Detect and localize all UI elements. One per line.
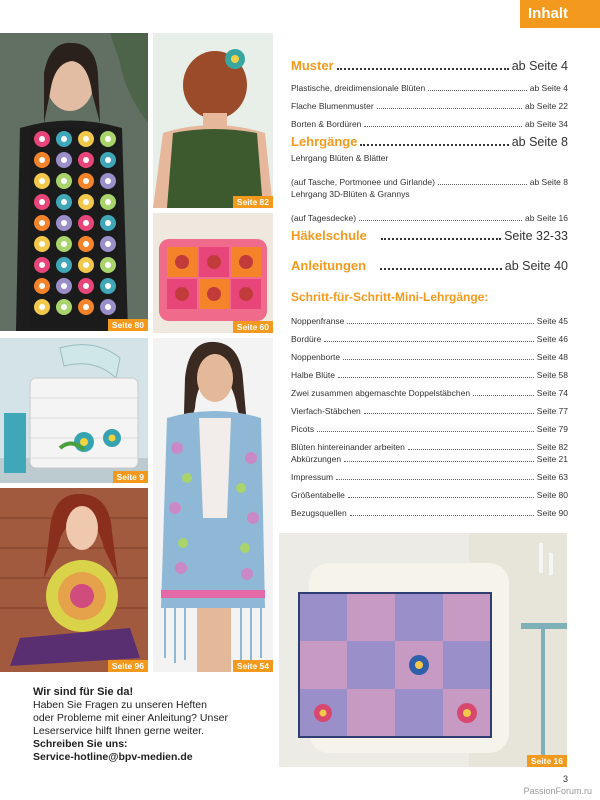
- toc-mini-section: [291, 290, 568, 452]
- photo-round-top: [0, 488, 148, 672]
- toc-entry[interactable]: Noppenborte Seite 48: [291, 352, 568, 362]
- toc-entry[interactable]: Zwei zusammen abgemaschte Doppelstäbchen Seite 74: [291, 388, 568, 398]
- toc-misc-section: [291, 446, 568, 518]
- photo-bag-illustration: [0, 338, 148, 483]
- reader-service-box: [33, 686, 263, 764]
- dress-motif-center: [83, 220, 89, 226]
- toc-entry[interactable]: Vierfach-Stäbchen Seite 77: [291, 406, 568, 416]
- dress-motif-center: [83, 199, 89, 205]
- photo-bag: [0, 338, 148, 483]
- dress-motif-center: [39, 157, 45, 163]
- reader-service-text: Haben Sie Fragen zu unseren Heften: [33, 699, 207, 711]
- watermark: PassionForum.ru: [523, 786, 592, 796]
- dress-motif-center: [39, 304, 45, 310]
- toc-entry[interactable]: Größentabelle Seite 80: [291, 490, 568, 500]
- photo-blanket: [279, 533, 567, 767]
- dress-motif-center: [105, 262, 111, 268]
- dress-motif-center: [105, 178, 111, 184]
- dress-motif-center: [83, 136, 89, 142]
- dress-motif-center: [39, 241, 45, 247]
- dress-motif-center: [61, 157, 67, 163]
- toc-mini-heading: Schritt-für-Schritt-Mini-Lehrgänge:: [291, 290, 489, 304]
- dress-motif-center: [83, 178, 89, 184]
- caption-page-60: Seite 60: [233, 321, 273, 333]
- photo-granny-dress-illustration: [0, 33, 148, 331]
- dress-motif-center: [39, 262, 45, 268]
- toc-entry[interactable]: Blüten hintereinander arbeiten Seite 82: [291, 442, 568, 452]
- toc-entry[interactable]: Flache Blumenmuster ab Seite 22: [291, 101, 568, 111]
- photo-blanket-illustration: [279, 533, 567, 767]
- photo-hair-flower: [153, 33, 273, 208]
- dress-motif-center: [83, 262, 89, 268]
- dress-motif-center: [39, 136, 45, 142]
- caption-page-54: Seite 54: [233, 660, 273, 672]
- dress-motif-center: [83, 157, 89, 163]
- caption-page-16: Seite 16: [527, 755, 567, 767]
- dress-motif-center: [61, 136, 67, 142]
- dress-motif-center: [61, 178, 67, 184]
- dress-motif-center: [105, 157, 111, 163]
- dress-motif-center: [39, 199, 45, 205]
- toc-lehrgaenge-section: [291, 134, 568, 223]
- toc-entry[interactable]: (auf Tasche, Portmonee und Girlande) ab Seite 8: [291, 177, 568, 187]
- toc-entry[interactable]: Bordüre Seite 46: [291, 334, 568, 344]
- dress-motif-center: [105, 136, 111, 142]
- dress-motif-center: [105, 304, 111, 310]
- toc-entry[interactable]: Bezugsquellen Seite 90: [291, 508, 568, 518]
- reader-service-text: Leserservice hilft Ihnen gerne weiter.: [33, 725, 205, 737]
- photo-pillow-illustration: [153, 213, 273, 333]
- dress-motif-center: [61, 304, 67, 310]
- reader-service-write-label: Schreiben Sie uns:: [33, 738, 128, 750]
- photo-pillow: [153, 213, 273, 333]
- dress-motif-center: [61, 241, 67, 247]
- dress-motif-center: [61, 262, 67, 268]
- toc-anleitungen-heading[interactable]: Anleitungen ab Seite 40: [291, 258, 568, 273]
- photo-long-cardigan-illustration: [153, 338, 273, 672]
- dress-motif-center: [61, 283, 67, 289]
- photo-hair-flower-illustration: [153, 33, 273, 208]
- toc-entry[interactable]: Borten & Bordüren ab Seite 34: [291, 119, 568, 129]
- caption-page-9: Seite 9: [113, 471, 148, 483]
- toc-muster-heading[interactable]: Muster ab Seite 4: [291, 58, 568, 73]
- photo-round-top-illustration: [0, 488, 148, 672]
- dress-motif-center: [39, 178, 45, 184]
- toc-haekelschule-heading[interactable]: Häkelschule Seite 32-33: [291, 228, 568, 243]
- toc-entry[interactable]: Noppenfranse Seite 45: [291, 316, 568, 326]
- dress-motif-center: [83, 304, 89, 310]
- toc-lehrgaenge-heading[interactable]: Lehrgänge ab Seite 8: [291, 134, 568, 149]
- caption-page-82: Seite 82: [233, 196, 273, 208]
- dress-motif-center: [105, 283, 111, 289]
- toc-entry[interactable]: (auf Tagesdecke) ab Seite 16: [291, 213, 568, 223]
- reader-service-text: oder Probleme mit einer Anleitung? Unser: [33, 712, 228, 724]
- dress-motif-center: [61, 199, 67, 205]
- reader-service-email-link[interactable]: Service-hotline@bpv-medien.de: [33, 751, 193, 763]
- photo-long-cardigan: [153, 338, 273, 672]
- page-number: 3: [563, 774, 569, 784]
- toc-entry[interactable]: Abkürzungen Seite 21: [291, 454, 568, 464]
- caption-page-80: Seite 80: [108, 319, 148, 331]
- dress-motif-center: [83, 241, 89, 247]
- dress-motif-center: [105, 199, 111, 205]
- toc-entry[interactable]: Plastische, dreidimensionale Blüten ab Seite 4: [291, 83, 568, 93]
- section-tab: Inhalt: [520, 0, 600, 28]
- dress-motif-center: [83, 283, 89, 289]
- dress-motif-center: [39, 283, 45, 289]
- toc-haekelschule-section: [291, 228, 568, 245]
- toc-muster-section: [291, 58, 568, 129]
- dress-motif-center: [61, 220, 67, 226]
- toc-entry[interactable]: Impressum Seite 63: [291, 472, 568, 482]
- reader-service-title: Wir sind für Sie da!: [33, 686, 134, 698]
- toc-entry[interactable]: Picots Seite 79: [291, 424, 568, 434]
- toc-entry[interactable]: Halbe Blüte Seite 58: [291, 370, 568, 380]
- dress-motif-center: [105, 241, 111, 247]
- dress-motif-center: [39, 220, 45, 226]
- toc-anleitungen-section: [291, 258, 568, 275]
- toc-lehrgang-title: Lehrgang 3D-Blüten & Grannys: [291, 189, 410, 199]
- photo-granny-dress: [0, 33, 148, 331]
- toc-lehrgang-title: Lehrgang Blüten & Blätter: [291, 153, 389, 163]
- dress-motif-center: [105, 220, 111, 226]
- caption-page-96: Seite 96: [108, 660, 148, 672]
